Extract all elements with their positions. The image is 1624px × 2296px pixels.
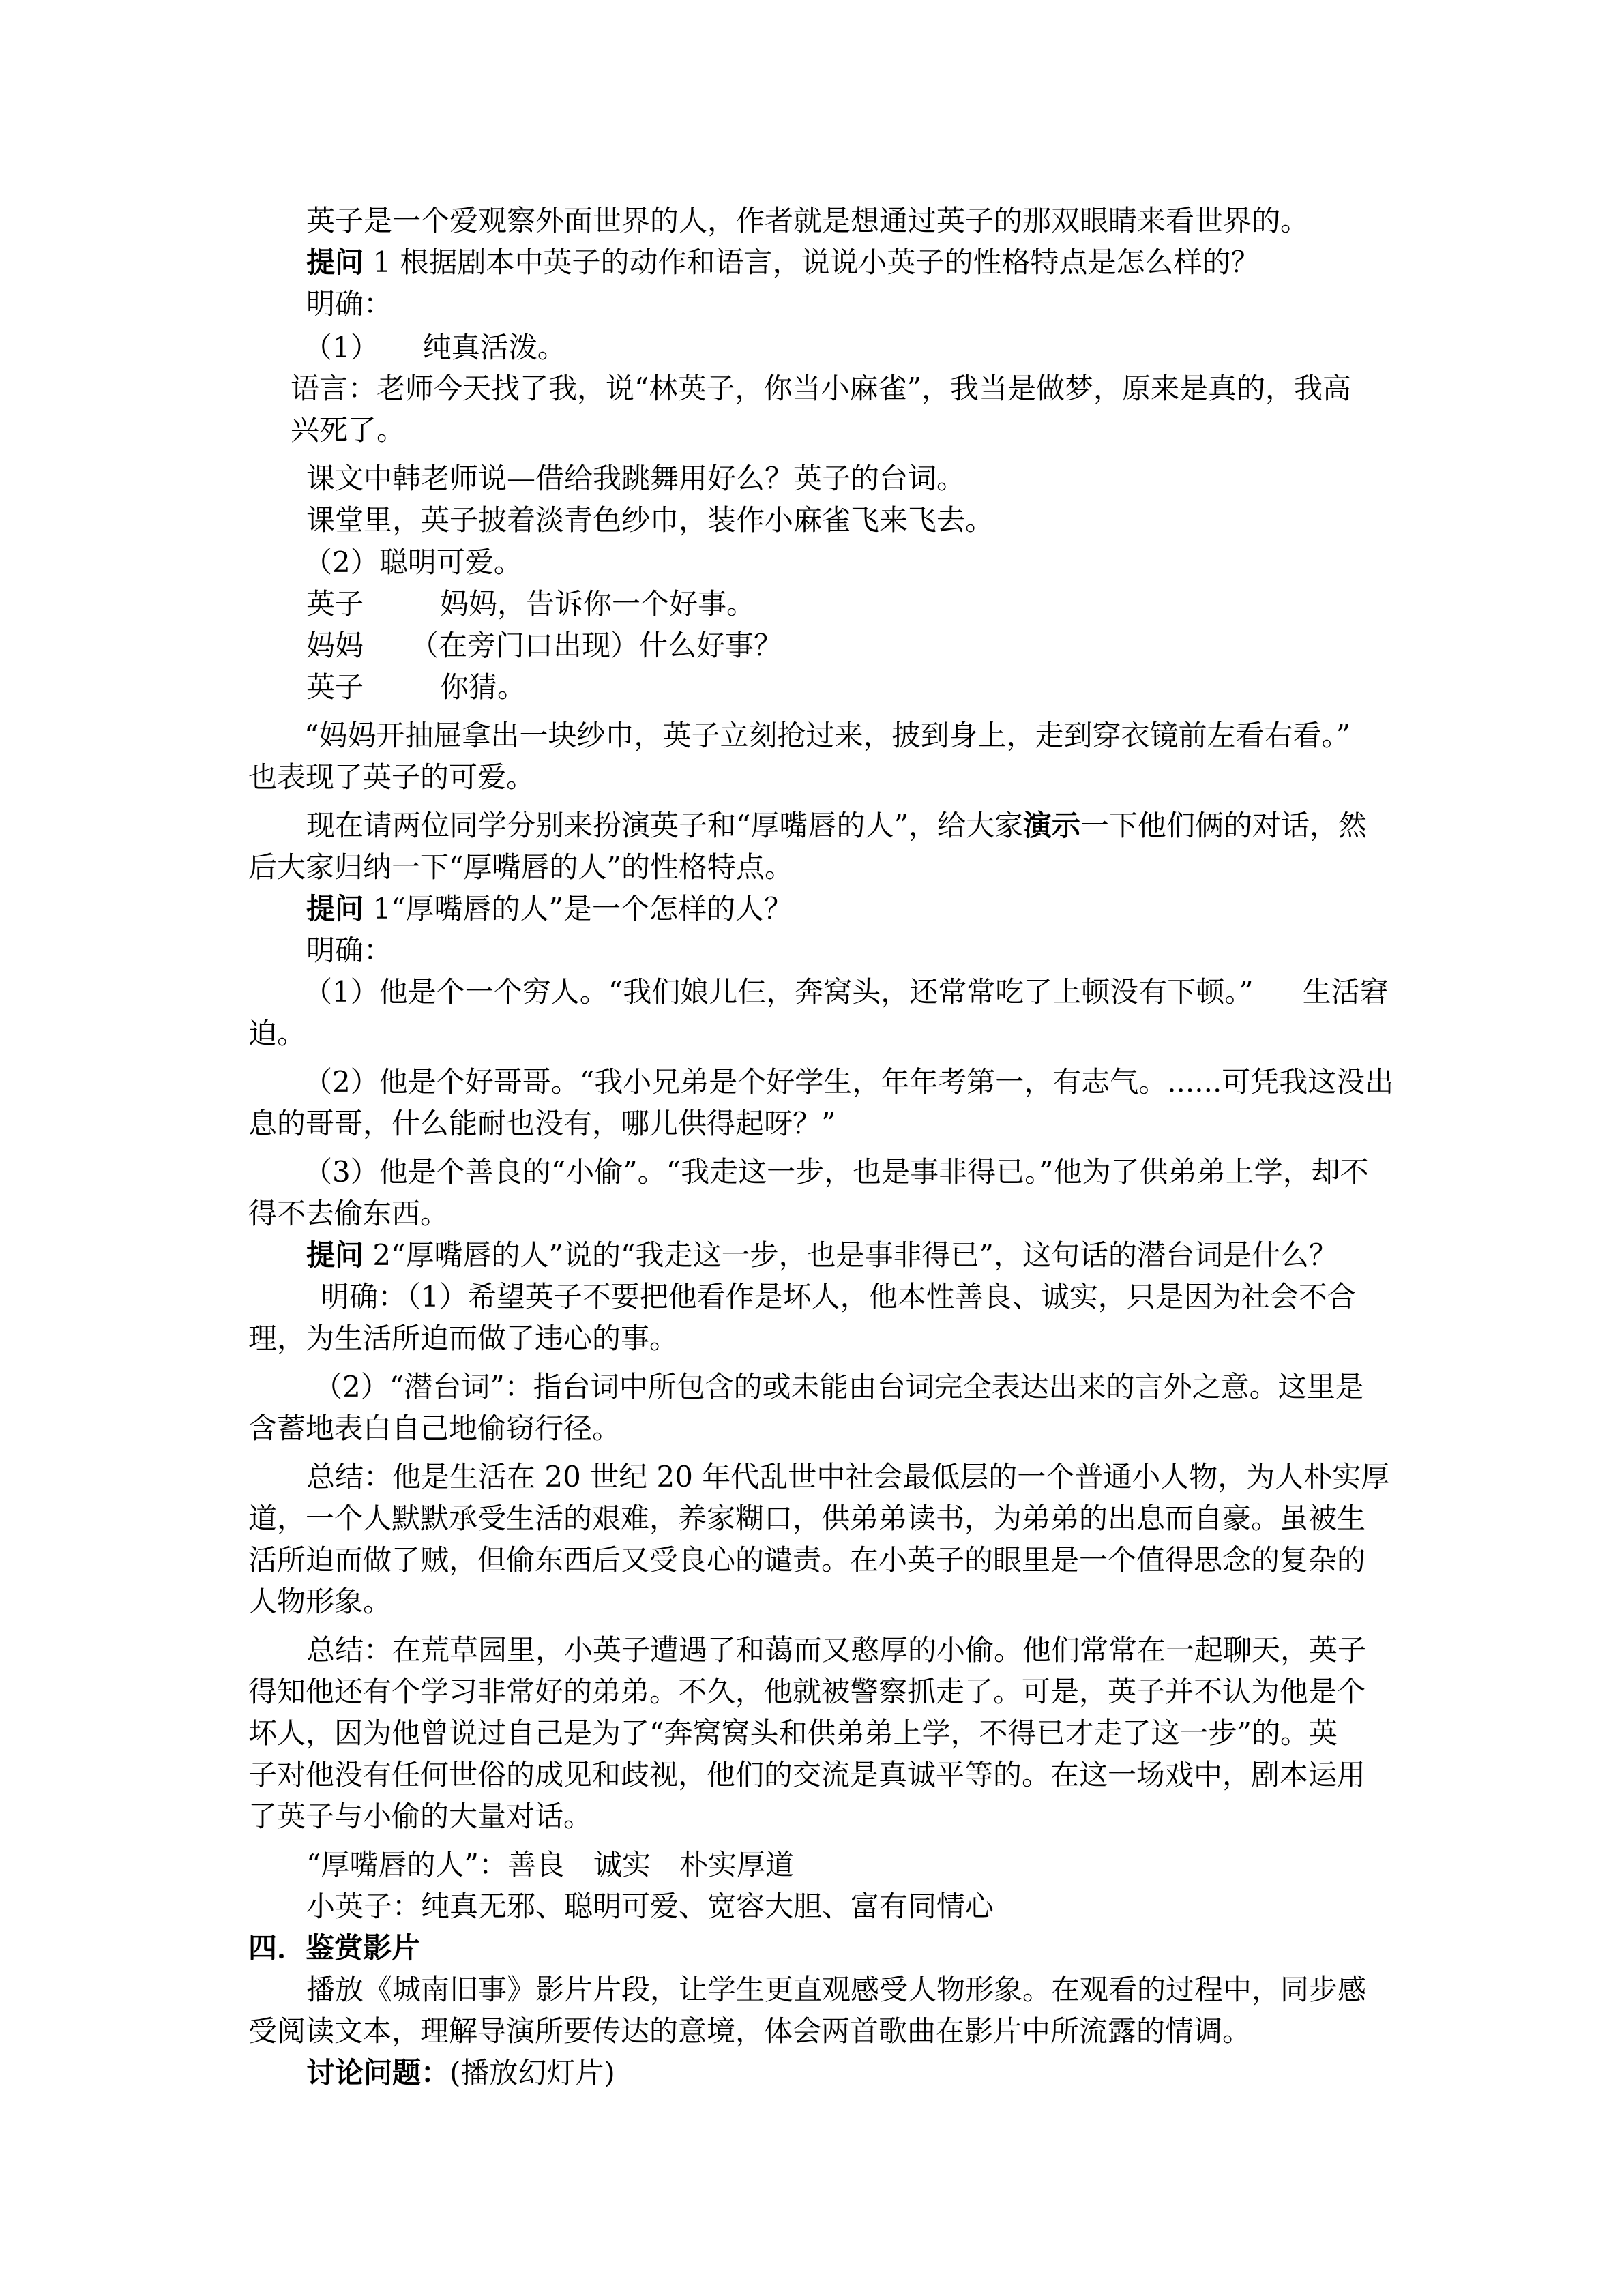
summary-line: 小英子：纯真无邪、聪明可爱、宽容大胆、富有同情心 [306, 1890, 994, 1923]
answer-label: 明确： [306, 934, 393, 967]
speaker: 英子 [306, 587, 364, 621]
paragraph-line: 人物形象。 [248, 1585, 392, 1618]
discussion-text: (播放幻灯片) [449, 2056, 615, 2089]
question-line [306, 243, 1259, 282]
paragraph-line: 迫。 [248, 1017, 306, 1050]
list-item: （2）他是个好哥哥。“我小兄弟是个好学生，年年考第一，有志气。......可凭我这没出 [304, 1065, 1394, 1099]
paragraph-line: 也表现了英子的可爱。 [248, 760, 535, 794]
emphasis-text: 演示 [1022, 809, 1080, 842]
dialogue-line [306, 627, 782, 665]
text-run: 一下他们俩的对话，然 [1080, 809, 1367, 842]
paragraph-line: 得不去偷东西。 [248, 1197, 449, 1230]
paragraph-line: 播放《城南旧事》影片片段，让学生更直观感受人物形象。在观看的过程中，同步感 [306, 1973, 1367, 2006]
discussion-label: 讨论问题： [306, 2056, 450, 2089]
paragraph-line: 兴死了。 [291, 413, 406, 447]
paragraph-line: 课文中韩老师说—借给我跳舞用好么？英子的台词。 [306, 462, 966, 495]
list-text: （1）他是个一个穷人。“我们娘儿仨，奔窝头，还常常吃了上顿没有下顿。” [304, 975, 1254, 1009]
question-label: 提问 [306, 892, 364, 925]
paragraph-line: 受阅读文本，理解导演所要传达的意境，体会两首歌曲在影片中所流露的情调。 [248, 2014, 1252, 2048]
section-heading: 四．鉴赏影片 [248, 1931, 421, 1965]
paragraph-line: 子对他没有任何世俗的成见和歧视，他们的交流是真诚平等的。在这一场戏中，剧本运用 [248, 1758, 1366, 1791]
list-item [304, 329, 566, 367]
paragraph-line: 总结：他是生活在 20 世纪 20 年代乱世中社会最低层的一个普通小人物，为人朴实厚 [306, 1460, 1390, 1493]
dialogue-line [306, 668, 526, 706]
question-text: 1“厚嘴唇的人”是一个怎样的人？ [364, 892, 793, 925]
paragraph-line: 后大家归纳一下“厚嘴唇的人”的性格特点。 [248, 850, 793, 884]
question-label: 提问 [306, 1238, 364, 1272]
question-line [306, 890, 793, 928]
list-text: 纯真活泼。 [422, 331, 566, 364]
list-text: 生活窘 [1302, 975, 1389, 1009]
text-run: 现在请两位同学分别来扮演英子和“厚嘴唇的人”，给大家 [306, 809, 1023, 842]
paragraph-line: 含蓄地表白自己地偷窃行径。 [248, 1412, 621, 1445]
discussion-line [306, 2054, 615, 2092]
paragraph-line: 坏人，因为他曾说过自己是为了“奔窝窝头和供弟弟上学，不得已才走了这一步”的。英 [248, 1716, 1338, 1750]
dialogue-line [306, 585, 755, 623]
question-text: 1 根据剧本中英子的动作和语言，说说小英子的性格特点是怎么样的？ [364, 245, 1260, 279]
summary-line: “厚嘴唇的人”：善良 诚实 朴实厚道 [306, 1848, 794, 1881]
paragraph-line: 了英子与小偷的大量对话。 [248, 1800, 593, 1833]
paragraph-line: 理，为生活所迫而做了违心的事。 [248, 1322, 679, 1355]
list-item [304, 973, 1389, 1011]
paragraph-line: 课堂里，英子披着淡青色纱巾，装作小麻雀飞来飞去。 [306, 503, 994, 537]
paragraph-line: “妈妈开抽屉拿出一块纱巾，英子立刻抢过来，披到身上，走到穿衣镜前左看右看。” [304, 719, 1350, 752]
speaker: 妈妈 [306, 629, 364, 662]
paragraph-line: 得知他还有个学习非常好的弟弟。不久，他就被警察抓走了。可是，英子并不认为他是个 [248, 1675, 1366, 1708]
paragraph-line: 活所迫而做了贼，但偷东西后又受良心的谴责。在小英子的眼里是一个值得思念的复杂的 [248, 1543, 1366, 1577]
answer-label: 明确： [306, 287, 393, 320]
paragraph-line: 明确：（1）希望英子不要把他看作是坏人，他本性善良、诚实，只是因为社会不合 [321, 1280, 1356, 1313]
dialogue-text: 你猜。 [440, 670, 527, 704]
list-item: （2）聪明可爱。 [304, 546, 522, 579]
question-text: 2“厚嘴唇的人”说的“我走这一步，也是事非得已”，这句话的潜台词是什么？ [364, 1238, 1338, 1272]
paragraph-line: 道，一个人默默承受生活的艰难，养家糊口，供弟弟读书，为弟弟的出息而自豪。虽被生 [248, 1502, 1366, 1535]
question-label: 提问 [306, 245, 364, 279]
paragraph-line: 总结：在荒草园里，小英子遭遇了和蔼而又憨厚的小偷。他们常常在一起聊天，英子 [306, 1633, 1367, 1667]
dialogue-text: （在旁门口出现）什么好事？ [410, 629, 783, 662]
paragraph-line: （2）“潜台词”：指台词中所包含的或未能由台词完全表达出来的言外之意。这里是 [314, 1370, 1364, 1403]
question-line [306, 1236, 1338, 1274]
list-item: （3）他是个善良的“小偷”。“我走这一步，也是事非得已。”他为了供弟弟上学，却不 [304, 1155, 1369, 1189]
list-number: （1） [304, 331, 379, 364]
paragraph-line: 息的哥哥，什么能耐也没有，哪儿供得起呀？” [248, 1107, 836, 1140]
speaker: 英子 [306, 670, 364, 704]
dialogue-text: 妈妈，告诉你一个好事。 [440, 587, 756, 621]
paragraph-line [306, 807, 1367, 845]
paragraph-line: 语言：老师今天找了我，说“林英子，你当小麻雀”，我当是做梦，原来是真的，我高 [291, 372, 1351, 405]
paragraph-line: 英子是一个爱观察外面世界的人，作者就是想通过英子的那双眼睛来看世界的。 [306, 204, 1310, 237]
